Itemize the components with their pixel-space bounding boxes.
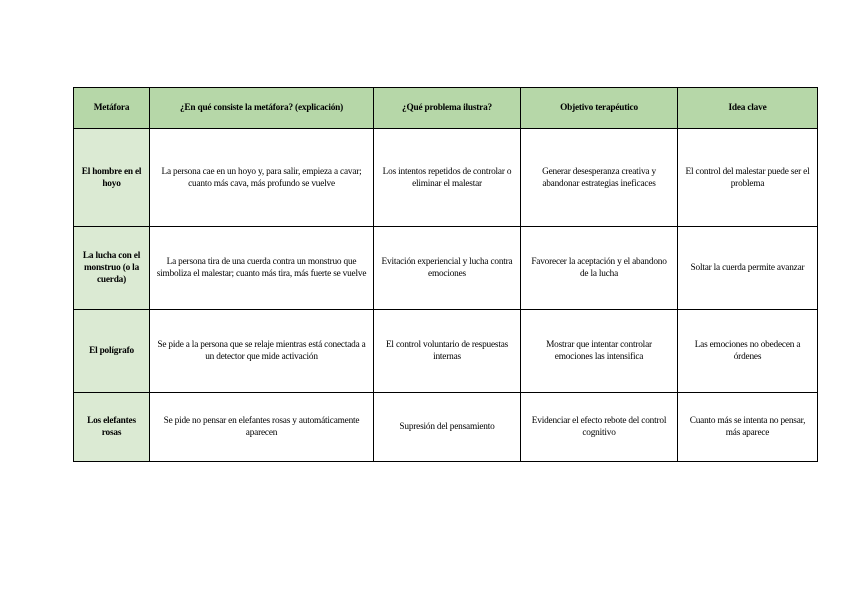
row-problem: Evitación experiencial y lucha contra emociones bbox=[374, 227, 521, 310]
row-explanation: Se pide a la persona que se relaje mientras está conectada a un detector que mide activación bbox=[150, 310, 374, 393]
row-problem: El control voluntario de respuestas internas bbox=[374, 310, 521, 393]
header-row bbox=[74, 88, 818, 129]
table-row bbox=[74, 310, 818, 393]
header-key-idea: Idea clave bbox=[678, 88, 818, 129]
row-objective: Evidenciar el efecto rebote del control cognitivo bbox=[521, 393, 678, 462]
row-objective: Mostrar que intentar controlar emociones las intensifica bbox=[521, 310, 678, 393]
row-key-idea: El control del malestar puede ser el problema bbox=[678, 129, 818, 227]
row-metaphor-name: El polígrafo bbox=[74, 310, 150, 393]
metaphor-table bbox=[73, 87, 818, 462]
row-problem: Los intentos repetidos de controlar o eliminar el malestar bbox=[374, 129, 521, 227]
row-key-idea: Cuanto más se intenta no pensar, más aparece bbox=[678, 393, 818, 462]
row-metaphor-name: Los elefantes rosas bbox=[74, 393, 150, 462]
row-key-idea: Soltar la cuerda permite avanzar bbox=[678, 227, 818, 310]
header-metaphor: Metáfora bbox=[74, 88, 150, 129]
header-objective: Objetivo terapéutico bbox=[521, 88, 678, 129]
row-metaphor-name: La lucha con el monstruo (o la cuerda) bbox=[74, 227, 150, 310]
row-objective: Generar desesperanza creativa y abandonar estrategias ineficaces bbox=[521, 129, 678, 227]
row-metaphor-name: El hombre en el hoyo bbox=[74, 129, 150, 227]
table-row bbox=[74, 227, 818, 310]
row-key-idea: Las emociones no obedecen a órdenes bbox=[678, 310, 818, 393]
table-row bbox=[74, 393, 818, 462]
header-problem: ¿Qué problema ilustra? bbox=[374, 88, 521, 129]
header-explanation: ¿En qué consiste la metáfora? (explicación) bbox=[150, 88, 374, 129]
row-problem: Supresión del pensamiento bbox=[374, 393, 521, 462]
row-objective: Favorecer la aceptación y el abandono de la lucha bbox=[521, 227, 678, 310]
row-explanation: La persona cae en un hoyo y, para salir, empieza a cavar; cuanto más cava, más profundo se vuelve bbox=[150, 129, 374, 227]
row-explanation: La persona tira de una cuerda contra un monstruo que simboliza el malestar; cuanto más tira, más fuerte se vuelve bbox=[150, 227, 374, 310]
table-row bbox=[74, 129, 818, 227]
row-explanation: Se pide no pensar en elefantes rosas y automáticamente aparecen bbox=[150, 393, 374, 462]
